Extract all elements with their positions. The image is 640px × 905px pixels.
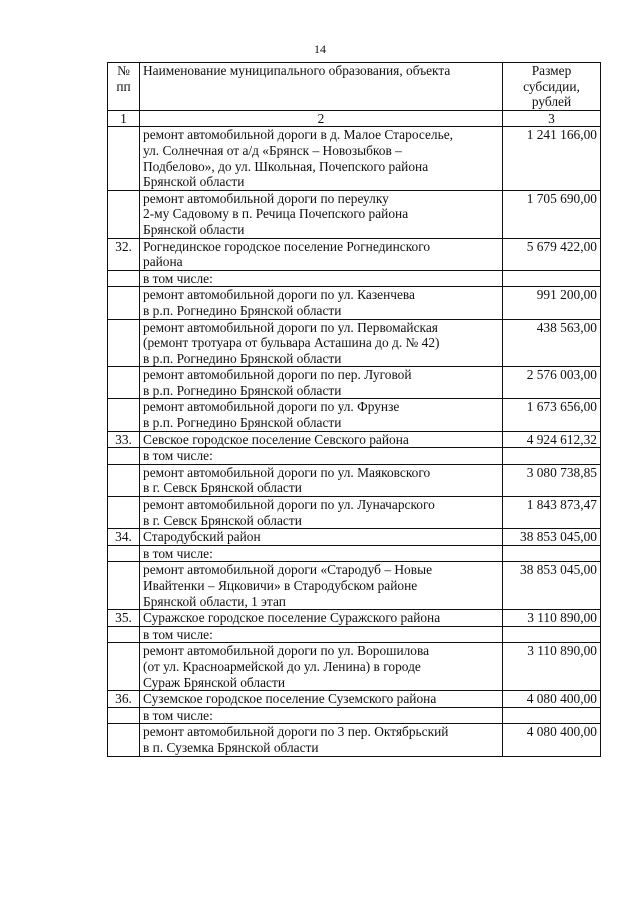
row-name: ремонт автомобильной дороги по ул. Фрунзе в р.п. Рогнедино Брянской области	[140, 399, 503, 431]
table-row	[108, 464, 601, 496]
header-name: Наименование муниципального образования, объекта	[140, 63, 503, 111]
row-name: ремонт автомобильной дороги в д. Малое Староселье, ул. Солнечная от а/д «Брянск – Новозыбков – Подбелово», до ул. Школьная, Почепского района Брянской области	[140, 127, 503, 190]
row-name: ремонт автомобильной дороги по ул. Казенчева в р.п. Рогнедино Брянской области	[140, 287, 503, 319]
row-name: Севское городское поселение Севского района	[140, 431, 503, 448]
table-row	[108, 643, 601, 691]
table-row	[108, 319, 601, 367]
row-number	[108, 626, 140, 643]
row-name: Стародубский район	[140, 529, 503, 546]
row-amount: 4 924 612,32	[503, 431, 601, 448]
table-row	[108, 448, 601, 465]
table-row	[108, 529, 601, 546]
row-number: 33.	[108, 431, 140, 448]
row-name: в том числе:	[140, 270, 503, 287]
row-number: 32.	[108, 238, 140, 270]
header-num: № пп	[108, 63, 140, 111]
row-amount: 4 080 400,00	[503, 691, 601, 708]
table-row	[108, 127, 601, 190]
table-row	[108, 367, 601, 399]
row-amount: 3 080 738,85	[503, 464, 601, 496]
row-number	[108, 270, 140, 287]
table-row	[108, 238, 601, 270]
row-number	[108, 707, 140, 724]
row-number	[108, 127, 140, 190]
row-amount: 2 576 003,00	[503, 367, 601, 399]
row-name: в том числе:	[140, 448, 503, 465]
table-row	[108, 431, 601, 448]
row-number	[108, 399, 140, 431]
table-row	[108, 497, 601, 529]
column-number: 1	[108, 110, 140, 127]
table-row	[108, 287, 601, 319]
row-name: Рогнединское городское поселение Рогнединского района	[140, 238, 503, 270]
row-name: ремонт автомобильной дороги по ул. Луначарского в г. Севск Брянской области	[140, 497, 503, 529]
row-number	[108, 448, 140, 465]
row-number	[108, 367, 140, 399]
row-amount	[503, 545, 601, 562]
table-row	[108, 545, 601, 562]
row-number: 35.	[108, 610, 140, 627]
row-name: ремонт автомобильной дороги по переулку 2-му Садовому в п. Речица Почепского района Брянской области	[140, 190, 503, 238]
table-row	[108, 610, 601, 627]
row-name: в том числе:	[140, 545, 503, 562]
table-row	[108, 724, 601, 756]
row-number	[108, 497, 140, 529]
row-amount: 1 673 656,00	[503, 399, 601, 431]
row-name: ремонт автомобильной дороги по ул. Маяковского в г. Севск Брянской области	[140, 464, 503, 496]
row-name: ремонт автомобильной дороги по пер. Луговой в р.п. Рогнедино Брянской области	[140, 367, 503, 399]
row-amount: 1 705 690,00	[503, 190, 601, 238]
table-row	[108, 562, 601, 610]
row-amount: 1 241 166,00	[503, 127, 601, 190]
row-number	[108, 724, 140, 756]
row-amount: 5 679 422,00	[503, 238, 601, 270]
table-row	[108, 190, 601, 238]
row-number	[108, 319, 140, 367]
row-amount: 1 843 873,47	[503, 497, 601, 529]
row-amount: 991 200,00	[503, 287, 601, 319]
row-name: Суражское городское поселение Суражского района	[140, 610, 503, 627]
table-row	[108, 270, 601, 287]
row-amount	[503, 270, 601, 287]
row-amount	[503, 626, 601, 643]
row-number	[108, 643, 140, 691]
row-name: Суземское городское поселение Суземского района	[140, 691, 503, 708]
row-number	[108, 545, 140, 562]
row-name: в том числе:	[140, 707, 503, 724]
row-name: ремонт автомобильной дороги по ул. Первомайская (ремонт тротуара от бульвара Асташина до д. № 42) в р.п. Рогнедино Брянской области	[140, 319, 503, 367]
row-amount: 4 080 400,00	[503, 724, 601, 756]
table-row	[108, 626, 601, 643]
table-header-row	[108, 63, 601, 111]
row-amount	[503, 707, 601, 724]
row-number	[108, 464, 140, 496]
row-name: ремонт автомобильной дороги «Стародуб – Новые Ивайтенки – Яцковичи» в Стародубском районе Брянской области, 1 этап	[140, 562, 503, 610]
row-amount: 38 853 045,00	[503, 562, 601, 610]
column-number: 2	[140, 110, 503, 127]
column-numbers-row	[108, 110, 601, 127]
table-row	[108, 691, 601, 708]
subsidy-table	[107, 62, 601, 757]
row-number	[108, 190, 140, 238]
header-amount: Размер субсидии, рублей	[503, 63, 601, 111]
row-number: 36.	[108, 691, 140, 708]
page-number: 14	[314, 42, 326, 56]
column-number: 3	[503, 110, 601, 127]
row-amount: 38 853 045,00	[503, 529, 601, 546]
row-number	[108, 562, 140, 610]
table-row	[108, 399, 601, 431]
row-name: в том числе:	[140, 626, 503, 643]
row-amount: 3 110 890,00	[503, 643, 601, 691]
row-name: ремонт автомобильной дороги по 3 пер. Октябрьский в п. Суземка Брянской области	[140, 724, 503, 756]
row-amount: 438 563,00	[503, 319, 601, 367]
row-amount	[503, 448, 601, 465]
row-amount: 3 110 890,00	[503, 610, 601, 627]
row-number	[108, 287, 140, 319]
table-row	[108, 707, 601, 724]
row-name: ремонт автомобильной дороги по ул. Ворошилова (от ул. Красноармейской до ул. Ленина) в городе Сураж Брянской области	[140, 643, 503, 691]
row-number: 34.	[108, 529, 140, 546]
